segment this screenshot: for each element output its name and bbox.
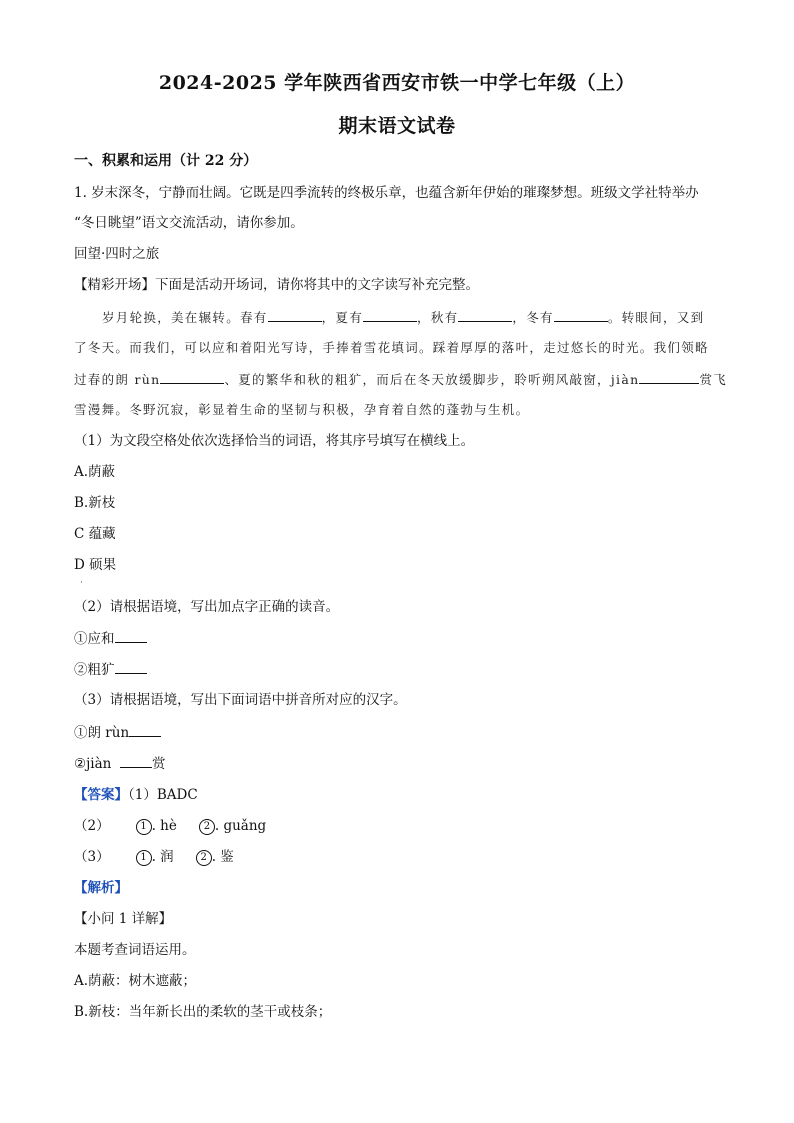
answer-line2 bbox=[74, 816, 266, 836]
pinyin-word: ②jiàn bbox=[74, 756, 112, 772]
answer-blank[interactable] bbox=[129, 722, 161, 737]
pinyin-item-2 bbox=[74, 753, 165, 774]
question-1-2: （2）请根据语境，写出加点字正确的读音。 bbox=[74, 599, 340, 615]
passage-text: ，夏有 bbox=[321, 310, 364, 325]
answer-number: （2） bbox=[74, 818, 110, 834]
answer-line1 bbox=[74, 785, 198, 805]
answer-line3 bbox=[74, 847, 234, 867]
question-intro-line1: 1. 岁末深冬，宁静而壮阔。它既是四季流转的终极乐章，也蕴含新年伊始的璀璨梦想。班级文学社特举办 bbox=[74, 185, 699, 201]
answer-blank[interactable] bbox=[115, 628, 147, 643]
analysis-subheading: 【小问 1 详解】 bbox=[74, 911, 173, 927]
answer-blank[interactable] bbox=[554, 307, 608, 322]
answer-text: . hè bbox=[151, 818, 177, 834]
pinyin-item-1 bbox=[74, 722, 161, 743]
reading-word: ①应和 bbox=[74, 631, 115, 647]
reading-word: ②粗犷 bbox=[74, 662, 115, 678]
answer-blank[interactable] bbox=[458, 307, 512, 322]
answer-blank[interactable] bbox=[268, 307, 322, 322]
circled-number: 1 bbox=[136, 819, 152, 835]
passage-text: ，秋有 bbox=[417, 310, 459, 325]
passage-text: 岁月轮换，美在辗转。春有 bbox=[102, 310, 268, 325]
analysis-line2: A.荫蔽：树木遮蔽； bbox=[74, 973, 197, 989]
stray-dot: · bbox=[80, 578, 83, 588]
circled-number: 2 bbox=[196, 850, 212, 866]
question-intro-line2: “冬日眺望”语文交流活动，请你参加。 bbox=[74, 215, 304, 231]
answer-blank[interactable] bbox=[639, 369, 699, 384]
question-1-3: （3）请根据语境，写出下面词语中拼音所对应的汉字。 bbox=[74, 692, 407, 708]
passage-line4: 雪漫舞。冬野沉寂，彰显着生命的坚韧与积极，孕育着自然的蓬勃与生机。 bbox=[74, 402, 530, 417]
passage-text: 赏飞 bbox=[699, 372, 728, 387]
answer-text: . 润 bbox=[151, 849, 174, 865]
answer-label: 【答案】 bbox=[74, 787, 128, 803]
answer-blank[interactable] bbox=[115, 659, 147, 674]
analysis-label: 【解析】 bbox=[74, 880, 128, 896]
circled-number: 2 bbox=[199, 819, 215, 835]
passage-text: 、夏的繁华和秋的粗犷，而后在冬天放缓脚步，聆听朔风敲窗，jiàn bbox=[224, 372, 640, 387]
answer-text: . 鉴 bbox=[211, 849, 234, 865]
circled-number: 1 bbox=[136, 850, 152, 866]
passage-line1 bbox=[102, 307, 704, 328]
passage-line3 bbox=[74, 369, 727, 390]
pinyin-word: ①朗 rùn bbox=[74, 725, 130, 741]
option-c: C 蕴藏 bbox=[74, 526, 116, 542]
analysis-line3: B.新枝：当年新长出的柔软的茎干或枝条； bbox=[74, 1004, 332, 1020]
activity-subtitle: 回望·四时之旅 bbox=[74, 246, 160, 262]
exam-title-line2: 期末语文试卷 bbox=[338, 115, 456, 137]
answer-blank[interactable] bbox=[363, 307, 417, 322]
analysis-line1: 本题考查词语运用。 bbox=[74, 942, 196, 958]
opening-instruction: 【精彩开场】下面是活动开场词，请你将其中的文字读写补充完整。 bbox=[74, 277, 479, 293]
reading-item-1 bbox=[74, 628, 147, 649]
reading-item-2 bbox=[74, 659, 147, 680]
option-d: D 硕果 bbox=[74, 557, 117, 573]
answer-number: （3） bbox=[74, 849, 110, 865]
answer-blank[interactable] bbox=[160, 369, 224, 384]
answer-blank[interactable] bbox=[120, 753, 152, 768]
pinyin-word: 赏 bbox=[151, 756, 166, 772]
exam-title-line1: 2024-2025 学年陕西省西安市铁一中学七年级（上） bbox=[158, 72, 636, 94]
answer-text: . guǎng bbox=[214, 818, 267, 834]
passage-text: 过春的朗 rùn bbox=[74, 372, 161, 387]
option-a: A.荫蔽 bbox=[74, 464, 116, 480]
option-b: B.新枝 bbox=[74, 495, 116, 511]
answer-text: （1）BADC bbox=[128, 787, 198, 803]
section-heading: 一、积累和运用（计 22 分） bbox=[74, 153, 258, 169]
passage-text: 。转眼间，又到 bbox=[607, 310, 705, 325]
question-1-1: （1）为文段空格处依次选择恰当的词语，将其序号填写在横线上。 bbox=[74, 433, 475, 449]
passage-text: ，冬有 bbox=[512, 310, 554, 325]
passage-line2: 了冬天。而我们，可以应和着阳光写诗，手捧着雪花填词。踩着厚厚的落叶，走过悠长的时光。我们领略 bbox=[74, 340, 709, 355]
